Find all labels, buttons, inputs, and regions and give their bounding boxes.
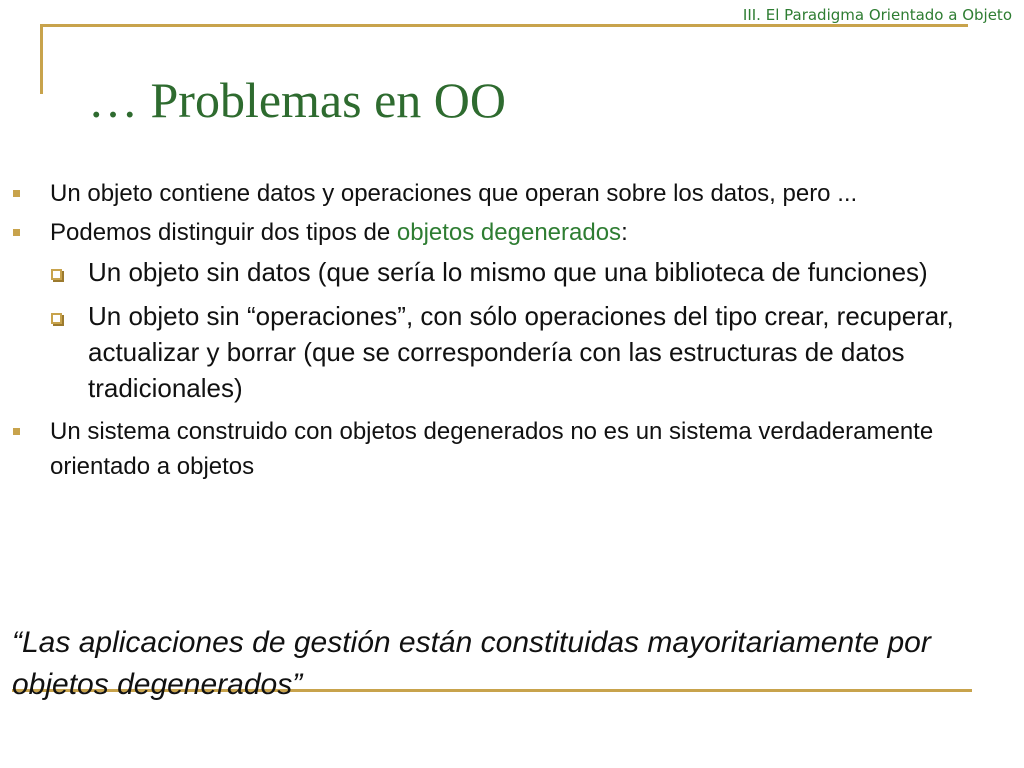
bullet-item [0, 414, 970, 484]
square-bullet-icon [13, 190, 20, 197]
bullet-item [0, 176, 970, 211]
accent-line-horizontal [40, 24, 968, 27]
bullet-text: Un objeto contiene datos y operaciones que operan sobre los datos, pero ... [50, 180, 858, 207]
quote-text: “Las aplicaciones de gestión están constituidas mayoritariamente por objetos degenerados” [12, 626, 931, 701]
bullet-item [0, 215, 970, 250]
accent-line-vertical [40, 24, 43, 94]
box-bullet-icon [51, 313, 62, 324]
sub-bullet-text: Un objeto sin “operaciones”, con sólo operaciones del tipo crear, recuperar, actualizar y borrar (que se correspondería con las estructuras de datos tradicionales) [88, 301, 954, 403]
section-header: III. El Paradigma Orientado a Objeto [742, 6, 1012, 24]
bullet-list [0, 176, 1000, 488]
sub-bullet-text: Un objeto sin datos (que sería lo mismo que una biblioteca de funciones) [88, 257, 928, 287]
bullet-text: Podemos distinguir dos tipos de [50, 219, 397, 246]
slide-title: … Problemas en OO [88, 72, 506, 128]
sub-bullet-item [0, 254, 984, 290]
sub-bullet-item [0, 298, 984, 406]
square-bullet-icon [13, 428, 20, 435]
bullet-text: Un sistema construido con objetos degenerados no es un sistema verdaderamente orientado a objetos [50, 418, 934, 480]
box-bullet-icon [51, 269, 62, 280]
highlighted-term: objetos degenerados [396, 219, 622, 246]
bullet-text-suffix: : [621, 219, 628, 246]
square-bullet-icon [13, 229, 20, 236]
